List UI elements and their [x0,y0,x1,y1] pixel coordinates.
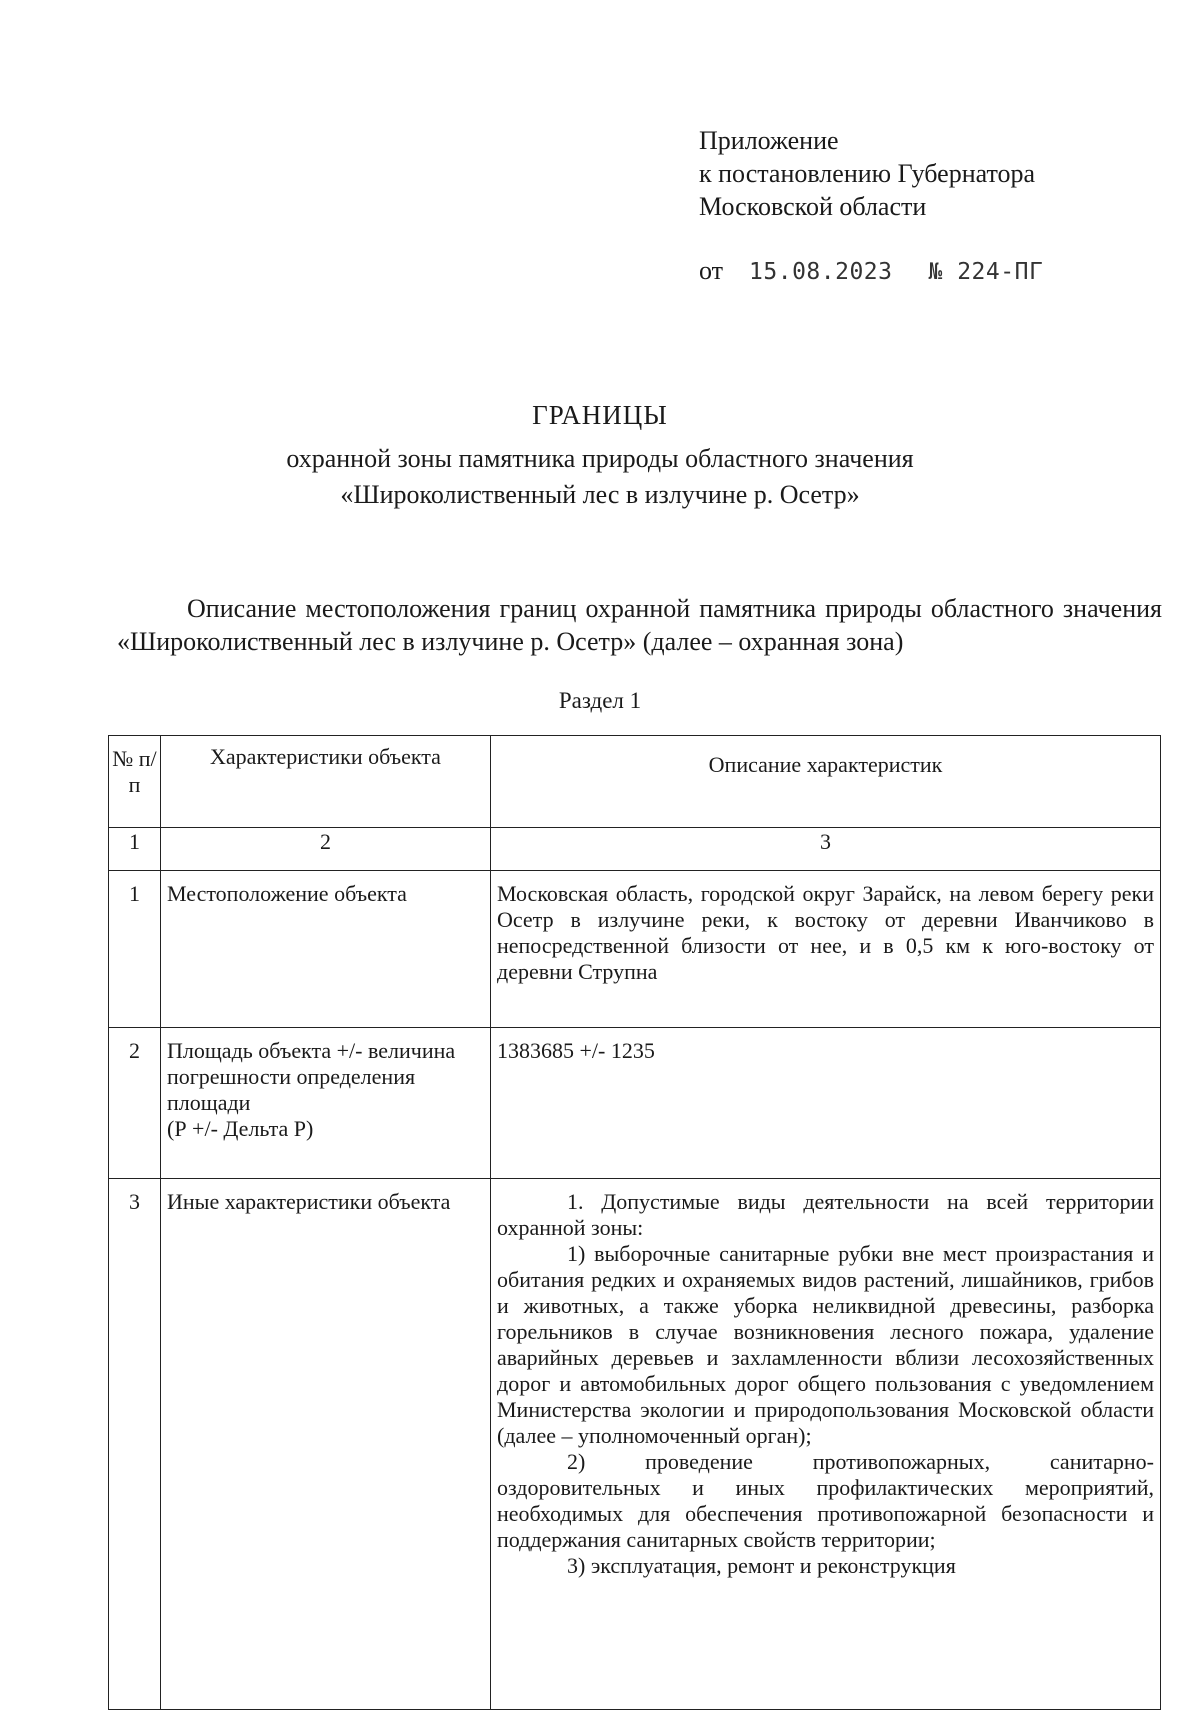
description-paragraph: 1) выборочные санитарные рубки вне мест произрастания и обитания редких и охраняемых видов растений, лишайников, грибов и животных, а также уборка неликвидной древесины, разборка горельников в случае возникновения лесного пожара, удаление аварийных деревьев и захламленности вблизи лесохозяйственных дорог и автомобильных дорог общего пользования с уведомлением Министерства экологии и природопользования Московской области (далее – уполномоченный орган); [497,1241,1154,1448]
title-line-2: «Широколиственный лес в излучине р. Осетр» [340,480,860,509]
row-description [491,1179,1161,1710]
row-description: 1383685 +/- 1235 [491,1028,1161,1179]
table-row [109,1179,1161,1710]
appendix-line: Приложение [699,126,839,155]
date-prefix: от [699,256,724,285]
row-number: 2 [109,1028,161,1179]
document-number: № 224-ПГ [928,259,1044,285]
appendix-block [699,124,1035,223]
header-description: Описание характеристик [491,736,1161,828]
header-number: № п/п [109,736,161,828]
description-paragraph: 3) эксплуатация, ремонт и реконструкция [567,1553,956,1578]
numbering-cell: 1 [109,828,161,871]
appendix-line: Московской области [699,192,927,221]
row-name-line: Площадь объекта +/- величина погрешности определения площади [167,1038,456,1115]
row-name: Иные характеристики объекта [161,1179,491,1710]
document-date: 15.08.2023 [749,259,893,285]
appendix-line: к постановлению Губернатора [699,159,1036,188]
header-characteristics: Характеристики объекта [161,736,491,828]
intro-paragraph: Описание местоположения границ охранной памятника природы областного значения «Широколиственный лес в излучине р. Осетр» (далее – охранная зона) [117,594,1162,656]
description-paragraph: 1. Допустимые виды деятельности на всей территории охранной зоны: [497,1189,1154,1240]
table-header-row [109,736,1161,828]
row-number: 1 [109,871,161,1028]
row-description: Московская область, городской округ Зарайск, на левом берегу реки Осетр в излучине реки, к востоку от деревни Иванчиково в непосредственной близости от нее, и в 0,5 км к юго-востоку от деревни Струпна [491,871,1161,1028]
description-paragraph: 2) проведение противопожарных, санитарно-оздоровительных и иных профилактических мероприятий, необходимых для обеспечения противопожарной безопасности и поддержания санитарных свойств территории; [497,1449,1154,1552]
table-numbering-row [109,828,1161,871]
table-row [109,1028,1161,1179]
row-name [161,1028,491,1179]
title-line-1: охранной зоны памятника природы областного значения [286,444,914,473]
numbering-cell: 3 [491,828,1161,871]
title-heading: ГРАНИЦЫ [532,400,668,430]
row-number: 3 [109,1179,161,1710]
section-label: Раздел 1 [558,688,642,713]
characteristics-table [108,735,1161,1710]
numbering-cell: 2 [161,828,491,871]
document-reference [699,256,1043,286]
table-row [109,871,1161,1028]
row-name: Местоположение объекта [161,871,491,1028]
row-name-line: (Р +/- Дельта Р) [167,1116,314,1141]
